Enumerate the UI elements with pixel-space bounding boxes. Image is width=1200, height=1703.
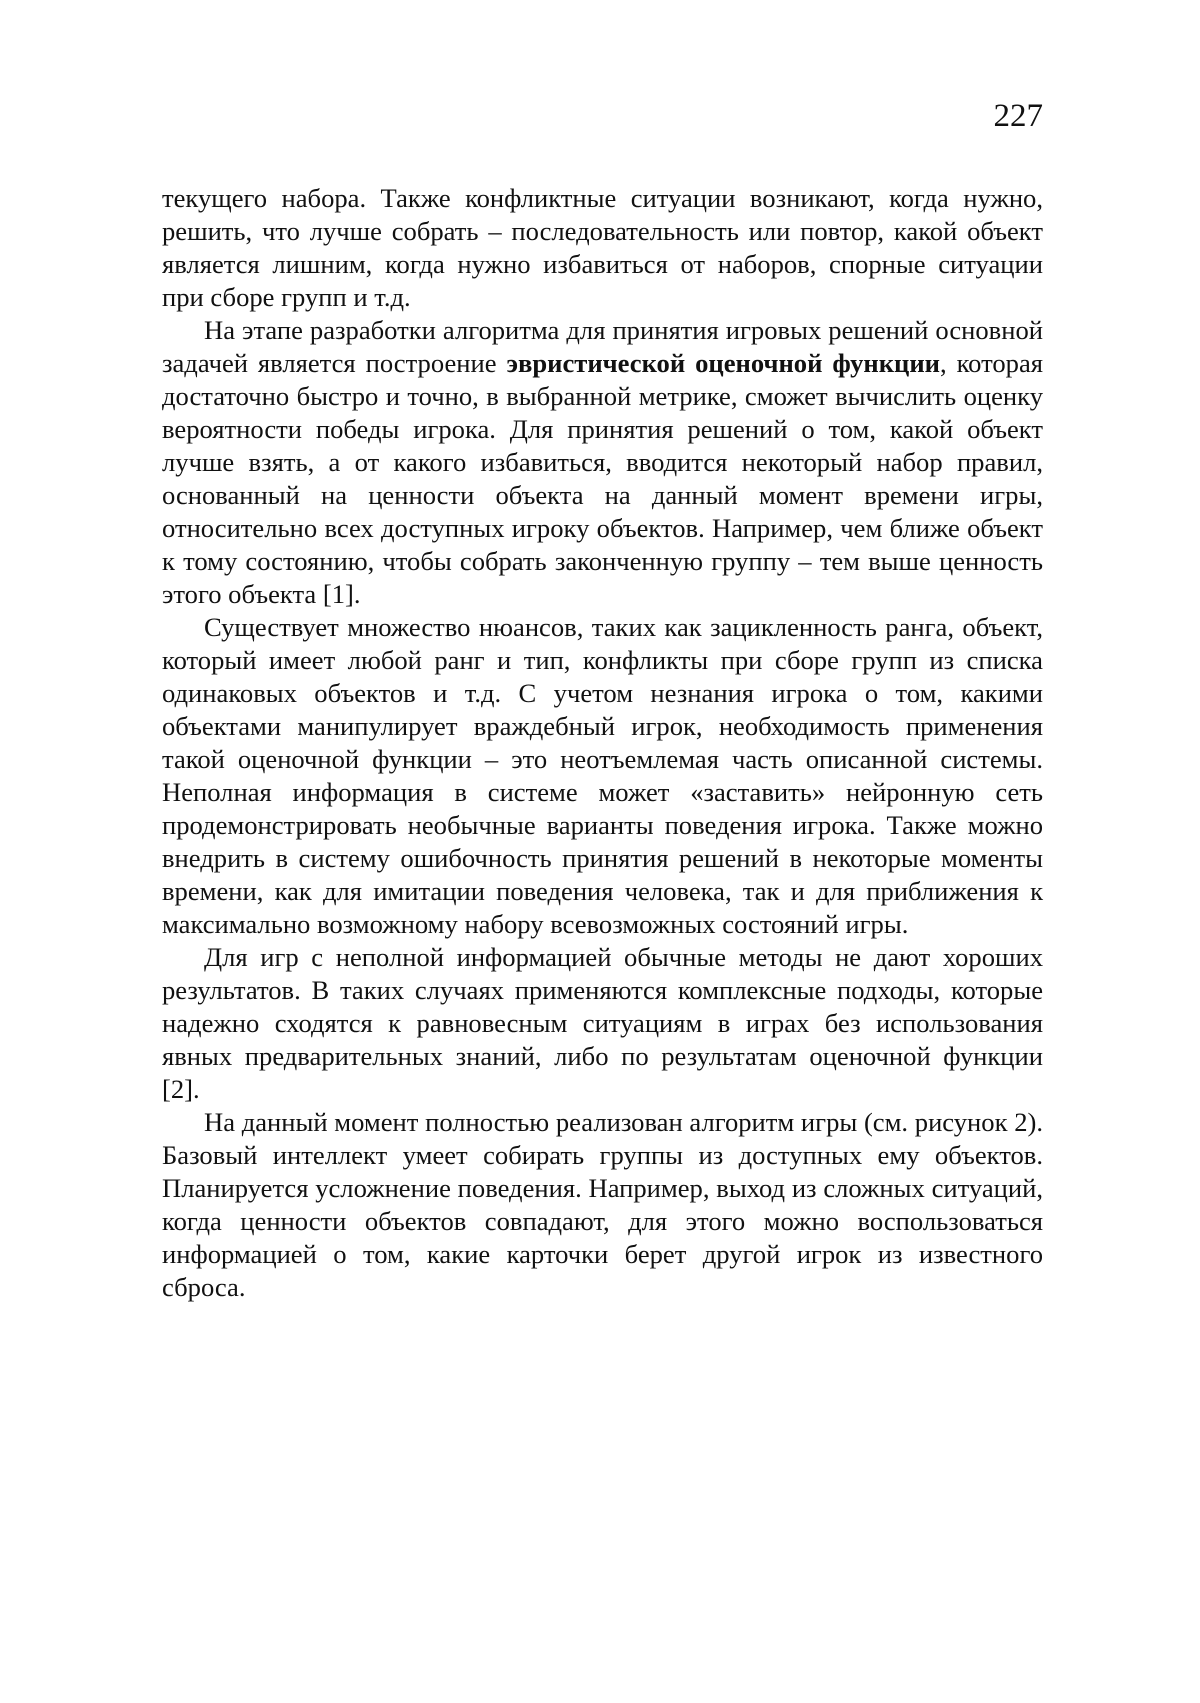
- paragraph-2-end: , которая достаточно быстро и точно, в выбранной метрике, сможет вычислить оценку вероятности победы игрока. Для принятия решений о том, какой объект лучше взять, а от какого избавиться, вводится некоторый набор правил, основанный на ценности объекта на данный момент времени игры, относительно всех доступных игроку объектов. Например, чем ближе объект к тому состоянию, чтобы собрать законченную группу – тем выше ценность этого объекта [1].: [162, 348, 1043, 609]
- paragraph-5: На данный момент полностью реализован алгоритм игры (см. рисунок 2). Базовый интеллект умеет собирать группы из доступных ему объектов. Планируется усложнение поведения. Например, выход из сложных ситуаций, когда ценности объектов совпадают, для этого можно воспользоваться информацией о том, какие карточки берет другой игрок из известного сброса.: [162, 1106, 1043, 1304]
- paragraph-3: Существует множество нюансов, таких как зацикленность ранга, объект, который имеет любой ранг и тип, конфликты при сборе групп из списка одинаковых объектов и т.д. С учетом незнания игрока о том, какими объектами манипулирует враждебный игрок, необходимость применения такой оценочной функции – это неотъемлемая часть описанной системы. Неполная информация в системе может «заставить» нейронную сеть продемонстрировать необычные варианты поведения игрока. Также можно внедрить в систему ошибочность принятия решений в некоторые моменты времени, как для имитации поведения человека, так и для приближения к максимально возможному набору всевозможных состояний игры.: [162, 611, 1043, 941]
- bold-term-heuristic-evaluation-function: эвристической оценочной функции: [506, 348, 940, 378]
- paragraph-4: Для игр с неполной информацией обычные методы не дают хороших результатов. В таких случаях применяются комплексные подходы, которые надежно сходятся к равновесным ситуациям в играх без использования явных предварительных знаний, либо по результатам оценочной функции [2].: [162, 941, 1043, 1106]
- body-text: [162, 182, 1043, 1304]
- page-number: 227: [994, 100, 1044, 133]
- paragraph-2-start: На этапе разработки алгоритма для принятия игровых решений основной задачей является построение: [162, 315, 1043, 378]
- paragraph-2: [162, 314, 1043, 611]
- paragraph-1: текущего набора. Также конфликтные ситуации возникают, когда нужно, решить, что лучше собрать – последовательность или повтор, какой объект является лишним, когда нужно избавиться от наборов, спорные ситуации при сборе групп и т.д.: [162, 182, 1043, 314]
- document-page: [0, 0, 1200, 1703]
